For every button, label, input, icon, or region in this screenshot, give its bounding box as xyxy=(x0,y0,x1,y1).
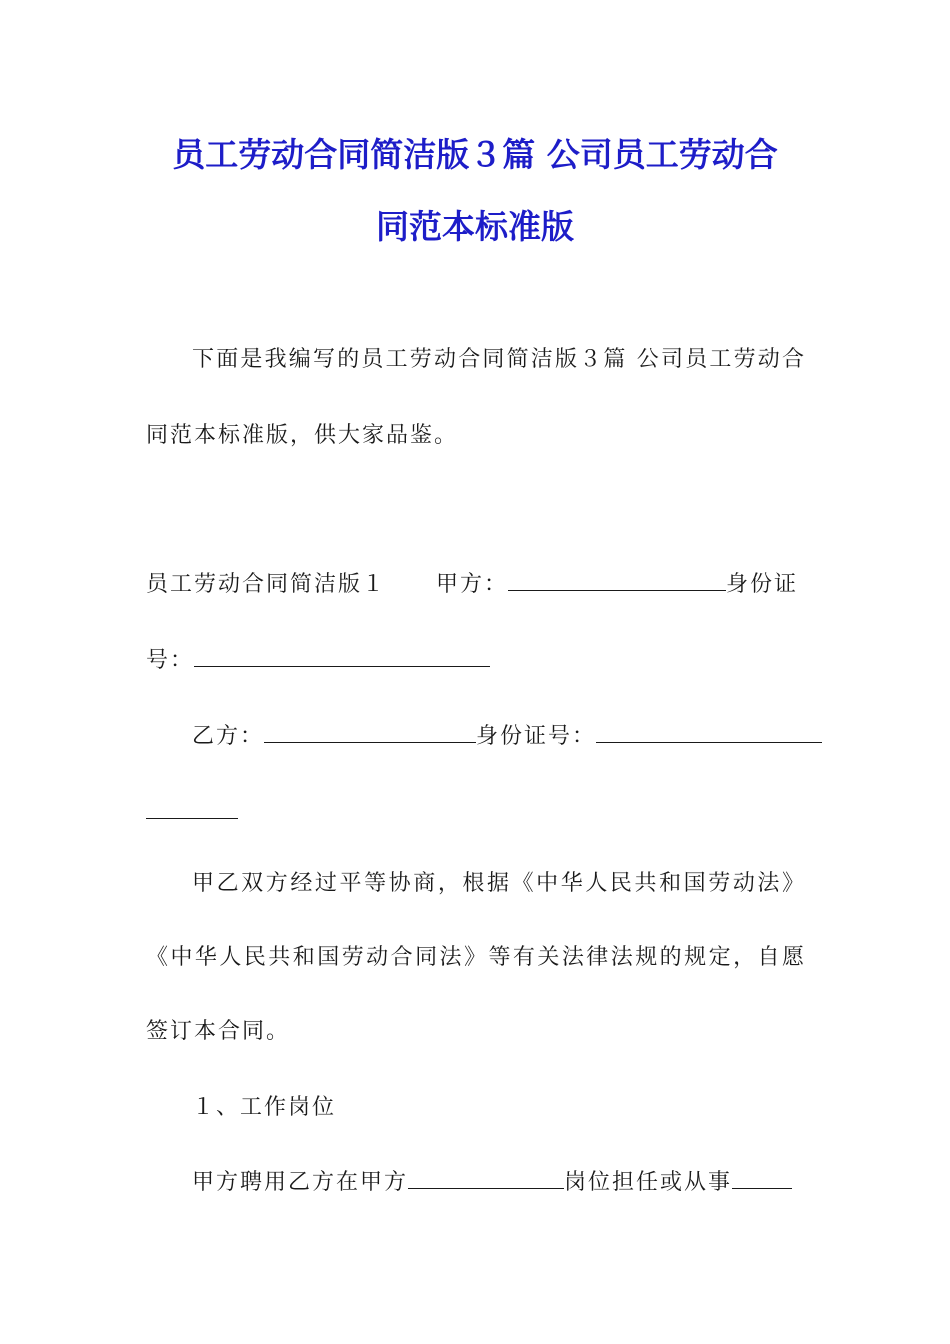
party-b-id-blank xyxy=(596,720,822,743)
party-b-label: 乙方： xyxy=(192,724,265,749)
section-1-text-part-2: 岗位担任或从事 xyxy=(564,1170,733,1195)
document-title-line-2: 同范本标准版 xyxy=(376,207,574,246)
contract-heading: 员工劳动合同简洁版１ xyxy=(146,572,387,597)
party-b-line xyxy=(192,720,806,753)
position-blank xyxy=(408,1166,564,1189)
section-1-text-part-1: 甲方聘用乙方在甲方 xyxy=(192,1170,409,1195)
intro-paragraph-line-1: 下面是我编写的员工劳动合同简洁版３篇 公司员工劳动合 xyxy=(192,347,806,372)
agreement-line-3: 签订本合同。 xyxy=(146,1019,291,1044)
party-a-id-blank xyxy=(194,644,490,667)
agreement-line-1: 甲乙双方经过平等协商，根据《中华人民共和国劳动法》 xyxy=(192,871,806,896)
intro-paragraph-line-2: 同范本标准版，供大家品鉴。 xyxy=(146,423,459,448)
party-a-id-label-cont: 号： xyxy=(146,648,195,673)
party-a-id-label: 身份证 xyxy=(726,572,799,597)
party-b-id-label: 身份证号： xyxy=(476,724,597,749)
party-a-id-line xyxy=(146,644,806,677)
section-1-line-1 xyxy=(192,1166,806,1199)
duty-blank xyxy=(732,1166,792,1189)
agreement-line-2: 《中华人民共和国劳动合同法》等有关法律法规的规定，自愿 xyxy=(146,945,806,970)
party-a-label: 甲方： xyxy=(436,572,509,597)
document-title-line-1: 员工劳动合同简洁版３篇 公司员工劳动合 xyxy=(172,135,778,174)
party-a-name-blank xyxy=(508,568,726,591)
contract-party-a-line xyxy=(146,568,806,601)
party-b-id-line-cont xyxy=(146,796,806,829)
party-b-name-blank xyxy=(264,720,476,743)
party-b-id-blank-cont xyxy=(146,796,238,819)
section-1-heading: １、工作岗位 xyxy=(192,1095,337,1120)
